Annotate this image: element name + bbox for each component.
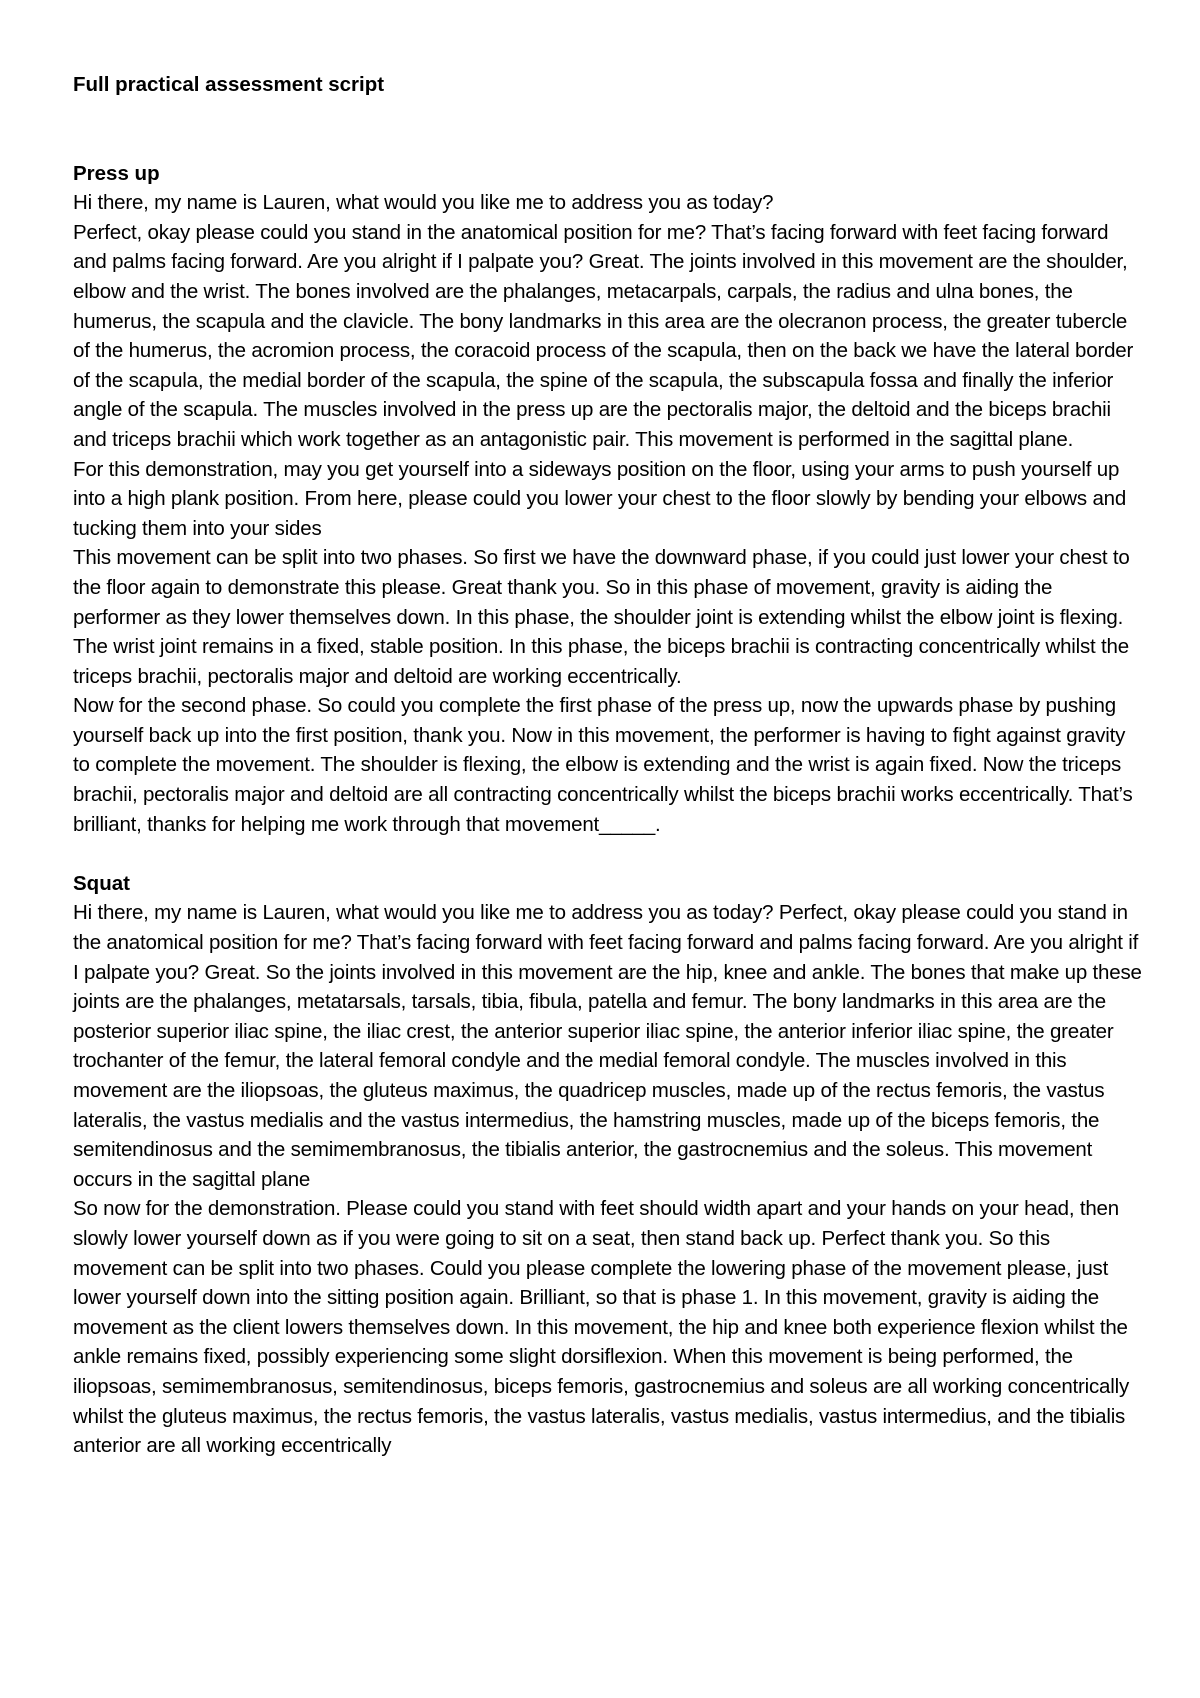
document-title: Full practical assessment script	[73, 73, 385, 96]
paragraph: This movement can be split into two phases. So first we have the downward phase, if you could just lower your chest to the floor again to demonstrate this please. Great thank you. So in this phase of movement, gravity is aiding the performer as they lower themselves down. In this phase, the shoulder joint is extending whilst the elbow joint is flexing. The wrist joint remains in a fixed, stable position. In this phase, the biceps brachii is contracting concentrically whilst the triceps brachii, pectoralis major and deltoid are working eccentrically.	[73, 546, 1130, 688]
paragraph: Now for the second phase. So could you complete the first phase of the press up, now the upwards phase by pushing yourself back up into the first position, thank you. Now in this movement, the performer is having to fight against gravity to complete the movement. The shoulder is flexing, the elbow is extending and the wrist is again fixed. Now the triceps brachii, pectoralis major and deltoid are all contracting concentrically whilst the biceps brachii works eccentrically. That’s brilliant, thanks for helping me work through that movement_____.	[73, 694, 1133, 836]
paragraph: Perfect, okay please could you stand in the anatomical position for me? That’s facing forward with feet facing forward and palms facing forward. Are you alright if I palpate you? Great. The joints involved in this movement are the shoulder, elbow and the wrist. The bones involved are the phalanges, metacarpals, carpals, the radius and ulna bones, the humerus, the scapula and the clavicle. The bony landmarks in this area are the olecranon process, the greater tubercle of the humerus, the acromion process, the coracoid process of the scapula, then on the back we have the lateral border of the scapula, the medial border of the scapula, the spine of the scapula, the subscapula fossa and finally the inferior angle of the scapula. The muscles involved in the press up are the pectoralis major, the deltoid and the biceps brachii and triceps brachii which work together as an antagonistic pair. This movement is performed in the sagittal plane.	[73, 220, 1134, 451]
paragraph: Hi there, my name is Lauren, what would you like me to address you as today? Perfect, okay please could you stand in the anatomical position for me? That’s facing forward with feet facing forward and palms facing forward. Are you alright if I palpate you? Great. So the joints involved in this movement are the hip, knee and ankle. The bones that make up these joints are the phalanges, metatarsals, tarsals, tibia, fibula, patella and femur. The bony landmarks in this area are the posterior superior iliac spine, the iliac crest, the anterior superior iliac spine, the anterior inferior iliac spine, the greater trochanter of the femur, the lateral femoral condyle and the medial femoral condyle. The muscles involved in this movement are the iliopsoas, the gluteus maximus, the quadricep muscles, made up of the rectus femoris, the vastus lateralis, the vastus medialis and the vastus intermedius, the hamstring muscles, made up of the biceps femoris, the semitendinosus and the semimembranosus, the tibialis anterior, the gastrocnemius and the soleus. This movement occurs in the sagittal plane	[73, 901, 1142, 1191]
section-squat	[73, 869, 1143, 1461]
paragraph: Hi there, my name is Lauren, what would you like me to address you as today?	[73, 191, 774, 215]
document-page	[73, 70, 1143, 1490]
paragraph: For this demonstration, may you get yourself into a sideways position on the floor, using your arms to push yourself up into a high plank position. From here, please could you lower your chest to the floor slowly by bending your elbows and tucking them into your sides	[73, 457, 1127, 540]
paragraph: So now for the demonstration. Please could you stand with feet should width apart and your hands on your head, then slowly lower yourself down as if you were going to sit on a seat, then stand back up. Perfect thank you. So this movement can be split into two phases. Could you please complete the lowering phase of the movement please, just lower yourself down into the sitting position again. Brilliant, so that is phase 1. In this movement, gravity is aiding the movement as the client lowers themselves down. In this movement, the hip and knee both experience flexion whilst the ankle remains fixed, possibly experiencing some slight dorsiflexion. When this movement is being performed, the iliopsoas, semimembranosus, semitendinosus, biceps femoris, gastrocnemius and soleus are all working concentrically whilst the gluteus maximus, the rectus femoris, the vastus lateralis, vastus medialis, vastus intermedius, and the tibialis anterior are all working eccentrically	[73, 1197, 1130, 1458]
section-heading: Press up	[73, 161, 160, 185]
section-press-up	[73, 159, 1143, 840]
section-heading: Squat	[73, 871, 130, 895]
